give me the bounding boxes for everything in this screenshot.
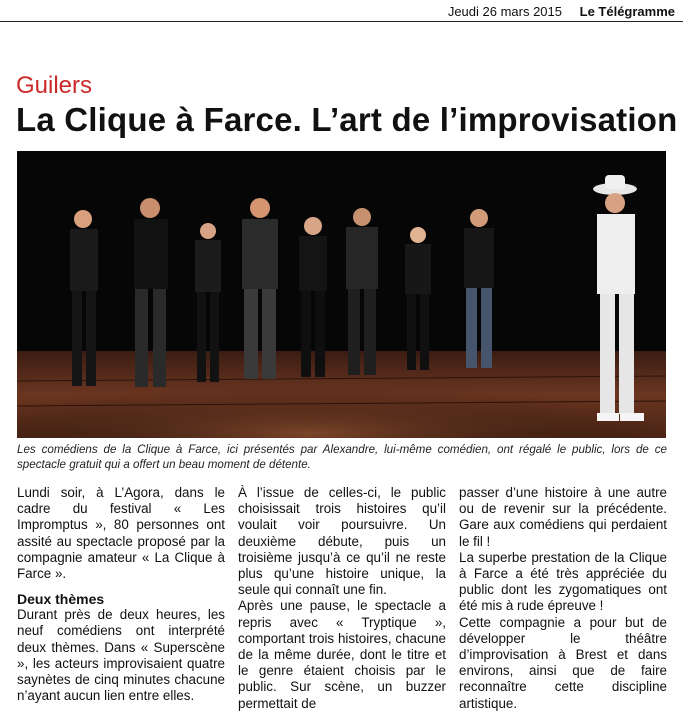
header-meta: [448, 4, 675, 19]
issue-date: Jeudi 26 mars 2015: [447, 4, 562, 19]
col1-paragraph-2: Durant près de deux heures, les neuf comédiens ont interprété deux thèmes. Dans « Superscène », les acteurs improvisaient quatre saynètes de cinq minutes chacune n’ayant aucun lien entre elles.: [17, 607, 225, 704]
photo-caption: Les comédiens de la Clique à Farce, ici présentés par Alexandre, lui-même comédien, ont régalé le public, lors de ce spectacle gratuit qui a offert un beau moment de détente.: [17, 443, 667, 471]
col3-paragraph-3: Cette compagnie a pour but de développer le théâtre d’improvisation à Brest et dans environs, ainsi que de faire reconnaître cette discipline artistique.: [459, 614, 667, 711]
col3-paragraph-2: La superbe prestation de la Clique à Farce a été très appréciée du public dont les zygomatiques ont été mis à rude épreuve !: [459, 549, 667, 614]
col1-paragraph-1: Lundi soir, à L’Agora, dans le cadre du festival « Les Impromptus », 80 personnes ont assité au spectacle proposé par la compagnie amateur « La Clique à Farce ».: [17, 485, 225, 582]
col2-paragraph-1: À l’issue de celles-ci, le public choisissait trois histoires qu’il voulait voir poursuivre. Un deuxième débute, puis un troisième jusqu’à ce qu’il ne reste plus qu’une histoire unique, la seule qui connaît une fin.: [238, 485, 446, 598]
col2-paragraph-2: Après une pause, le spectacle a repris avec « Tryptique », comportant trois histoires, chacune de la même durée, dont le titre et le genre étaient choisis par le public. Sur scène, un buzzer permettait de: [238, 598, 446, 711]
article-headline: La Clique à Farce. L’art de l’improvisation: [16, 101, 678, 138]
column-3: [459, 485, 667, 712]
subhead-deux-themes: Deux thèmes: [17, 591, 105, 608]
column-2: [238, 485, 446, 712]
col3-paragraph-1: passer d’une histoire à une autre ou de revenir sur la précédente. Gare aux comédiens qui perdaient le fil !: [459, 485, 667, 549]
article-kicker: Guilers: [16, 72, 93, 99]
header-rule: [0, 21, 683, 22]
column-1: [17, 485, 225, 704]
article-photo: [17, 151, 666, 438]
newspaper-name: Le Télégramme: [579, 4, 675, 19]
